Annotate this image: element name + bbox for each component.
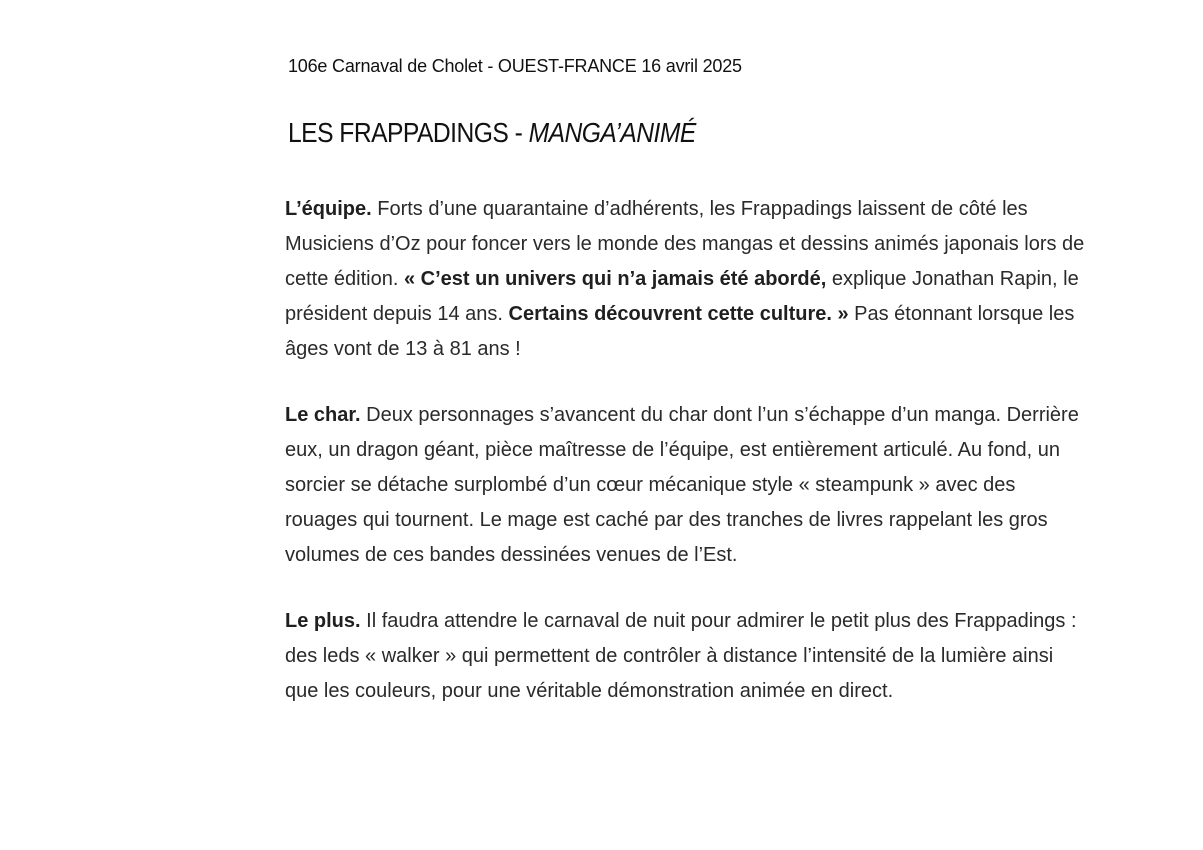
paragraph-equipe [285, 192, 1090, 367]
paragraph-lead: L’équipe. [285, 198, 372, 220]
paragraph-text: Il faudra attendre le carnaval de nuit pour admirer le petit plus des Frappadings : des leds « walker » qui permettent de contrôler à distance l’intensité de la lumière ainsi que les couleurs, pour une véritable démonstration animée en direct. [285, 610, 1077, 702]
title-theme: MANGA’ANIMÉ [528, 117, 696, 148]
article-title [288, 117, 696, 149]
paragraph-lead: Le char. [285, 404, 361, 426]
paragraph-text: Forts d’une quarantaine d’adhérents, les Frappadings laissent de côté les Musiciens d’Oz pour foncer vers le monde des mangas et dessins animés japonais lors de cette édition. [285, 198, 1085, 290]
paragraph-text: Deux personnages s’avancent du char dont l’un s’échappe d’un manga. Derrière eux, un dragon géant, pièce maîtresse de l’équipe, est entièrement articulé. Au fond, un sorcier se détache surplombé d’un cœur mécanique style « steampunk » avec des rouages qui tournent. Le mage est caché par des tranches de livres rappelant les gros volumes de ces bandes dessinées venues de l’Est. [285, 404, 1079, 566]
quote-text: Certains découvrent cette culture. » [508, 303, 849, 325]
paragraph-lead: Le plus. [285, 610, 361, 632]
source-line: 106e Carnaval de Cholet - OUEST-FRANCE 16 avril 2025 [288, 56, 742, 76]
title-main: LES FRAPPADINGS - [288, 117, 529, 148]
paragraph-plus [285, 604, 1090, 709]
article-body [285, 192, 1090, 740]
paragraph-text: explique Jonathan Rapin, le président depuis 14 ans. [285, 268, 1079, 325]
paragraph-char [285, 398, 1090, 573]
paragraph-text: Pas étonnant lorsque les âges vont de 13 à 81 ans ! [285, 303, 1075, 360]
quote-text: « C’est un univers qui n’a jamais été abordé, [403, 268, 827, 290]
